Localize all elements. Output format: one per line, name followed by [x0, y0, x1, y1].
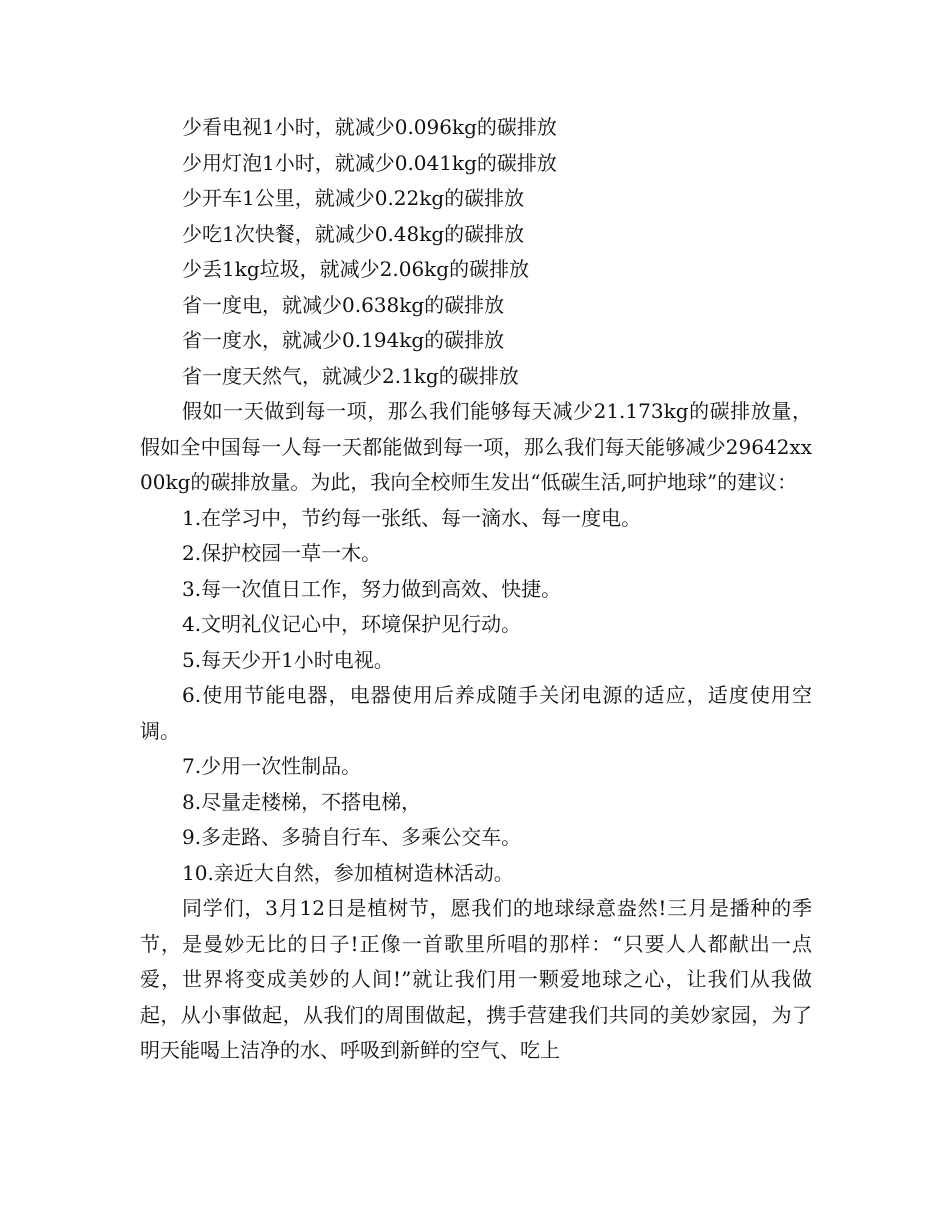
document-body — [140, 110, 812, 1069]
suggestion-7: 7.少用一次性制品。 — [182, 754, 362, 778]
paragraph-electricity: 省一度电，就减少0.638kg的碳排放 — [182, 292, 505, 317]
paragraph-garbage: 少丢1kg垃圾，就减少2.06kg的碳排放 — [182, 257, 530, 281]
suggestion-5: 5.每天少开1小时电视。 — [182, 647, 394, 672]
suggestion-10: 10.亲近大自然，参加植树造林活动。 — [182, 860, 514, 885]
suggestion-2: 2.保护校园一草一木。 — [182, 541, 382, 565]
suggestion-6: 6.使用节能电器，电器使用后养成随手关闭电源的适应，适度使用空调。 — [140, 683, 812, 743]
paragraph-summary: 假如一天做到每一项，那么我们能够每天减少21.173kg的碳排放量，假如全中国每一人每一天都能做到每一项，那么我们每天能够减少29642xx00kg的碳排放量。为此，我向全校师生发出“低碳生活,呵护地球”的建议： — [140, 399, 812, 494]
paragraph-fastfood: 少吃1次快餐，就减少0.48kg的碳排放 — [182, 221, 525, 246]
paragraph-tv: 少看电视1小时，就减少0.096kg的碳排放 — [182, 115, 557, 139]
suggestion-1: 1.在学习中，节约每一张纸、每一滴水、每一度电。 — [182, 505, 642, 530]
suggestion-8: 8.尽量走楼梯，不搭电梯， — [182, 789, 422, 814]
paragraph-bulb: 少用灯泡1小时，就减少0.041kg的碳排放 — [182, 150, 557, 175]
paragraph-water: 省一度水，就减少0.194kg的碳排放 — [182, 328, 505, 352]
paragraph-closing: 同学们，3月12日是植树节，愿我们的地球绿意盎然!三月是播种的季节，是曼妙无比的日子!正像一首歌里所唱的那样：“只要人人都献出一点爱，世界将变成美妙的人间!”就让我们用一颗爱地球之心，让我们从我做起，从小事做起，从我们的周围做起，携手营建我们共同的美妙家园，为了明天能喝上洁净的水、呼吸到新鲜的空气、吃上 — [140, 896, 812, 1062]
paragraph-car: 少开车1公里，就减少0.22kg的碳排放 — [182, 186, 525, 210]
suggestion-4: 4.文明礼仪记心中，环境保护见行动。 — [182, 612, 522, 636]
suggestion-3: 3.每一次值日工作，努力做到高效、快捷。 — [182, 576, 562, 601]
paragraph-gas: 省一度天然气，就减少2.1kg的碳排放 — [182, 363, 519, 388]
suggestion-9: 9.多走路、多骑自行车、多乘公交车。 — [182, 825, 522, 849]
